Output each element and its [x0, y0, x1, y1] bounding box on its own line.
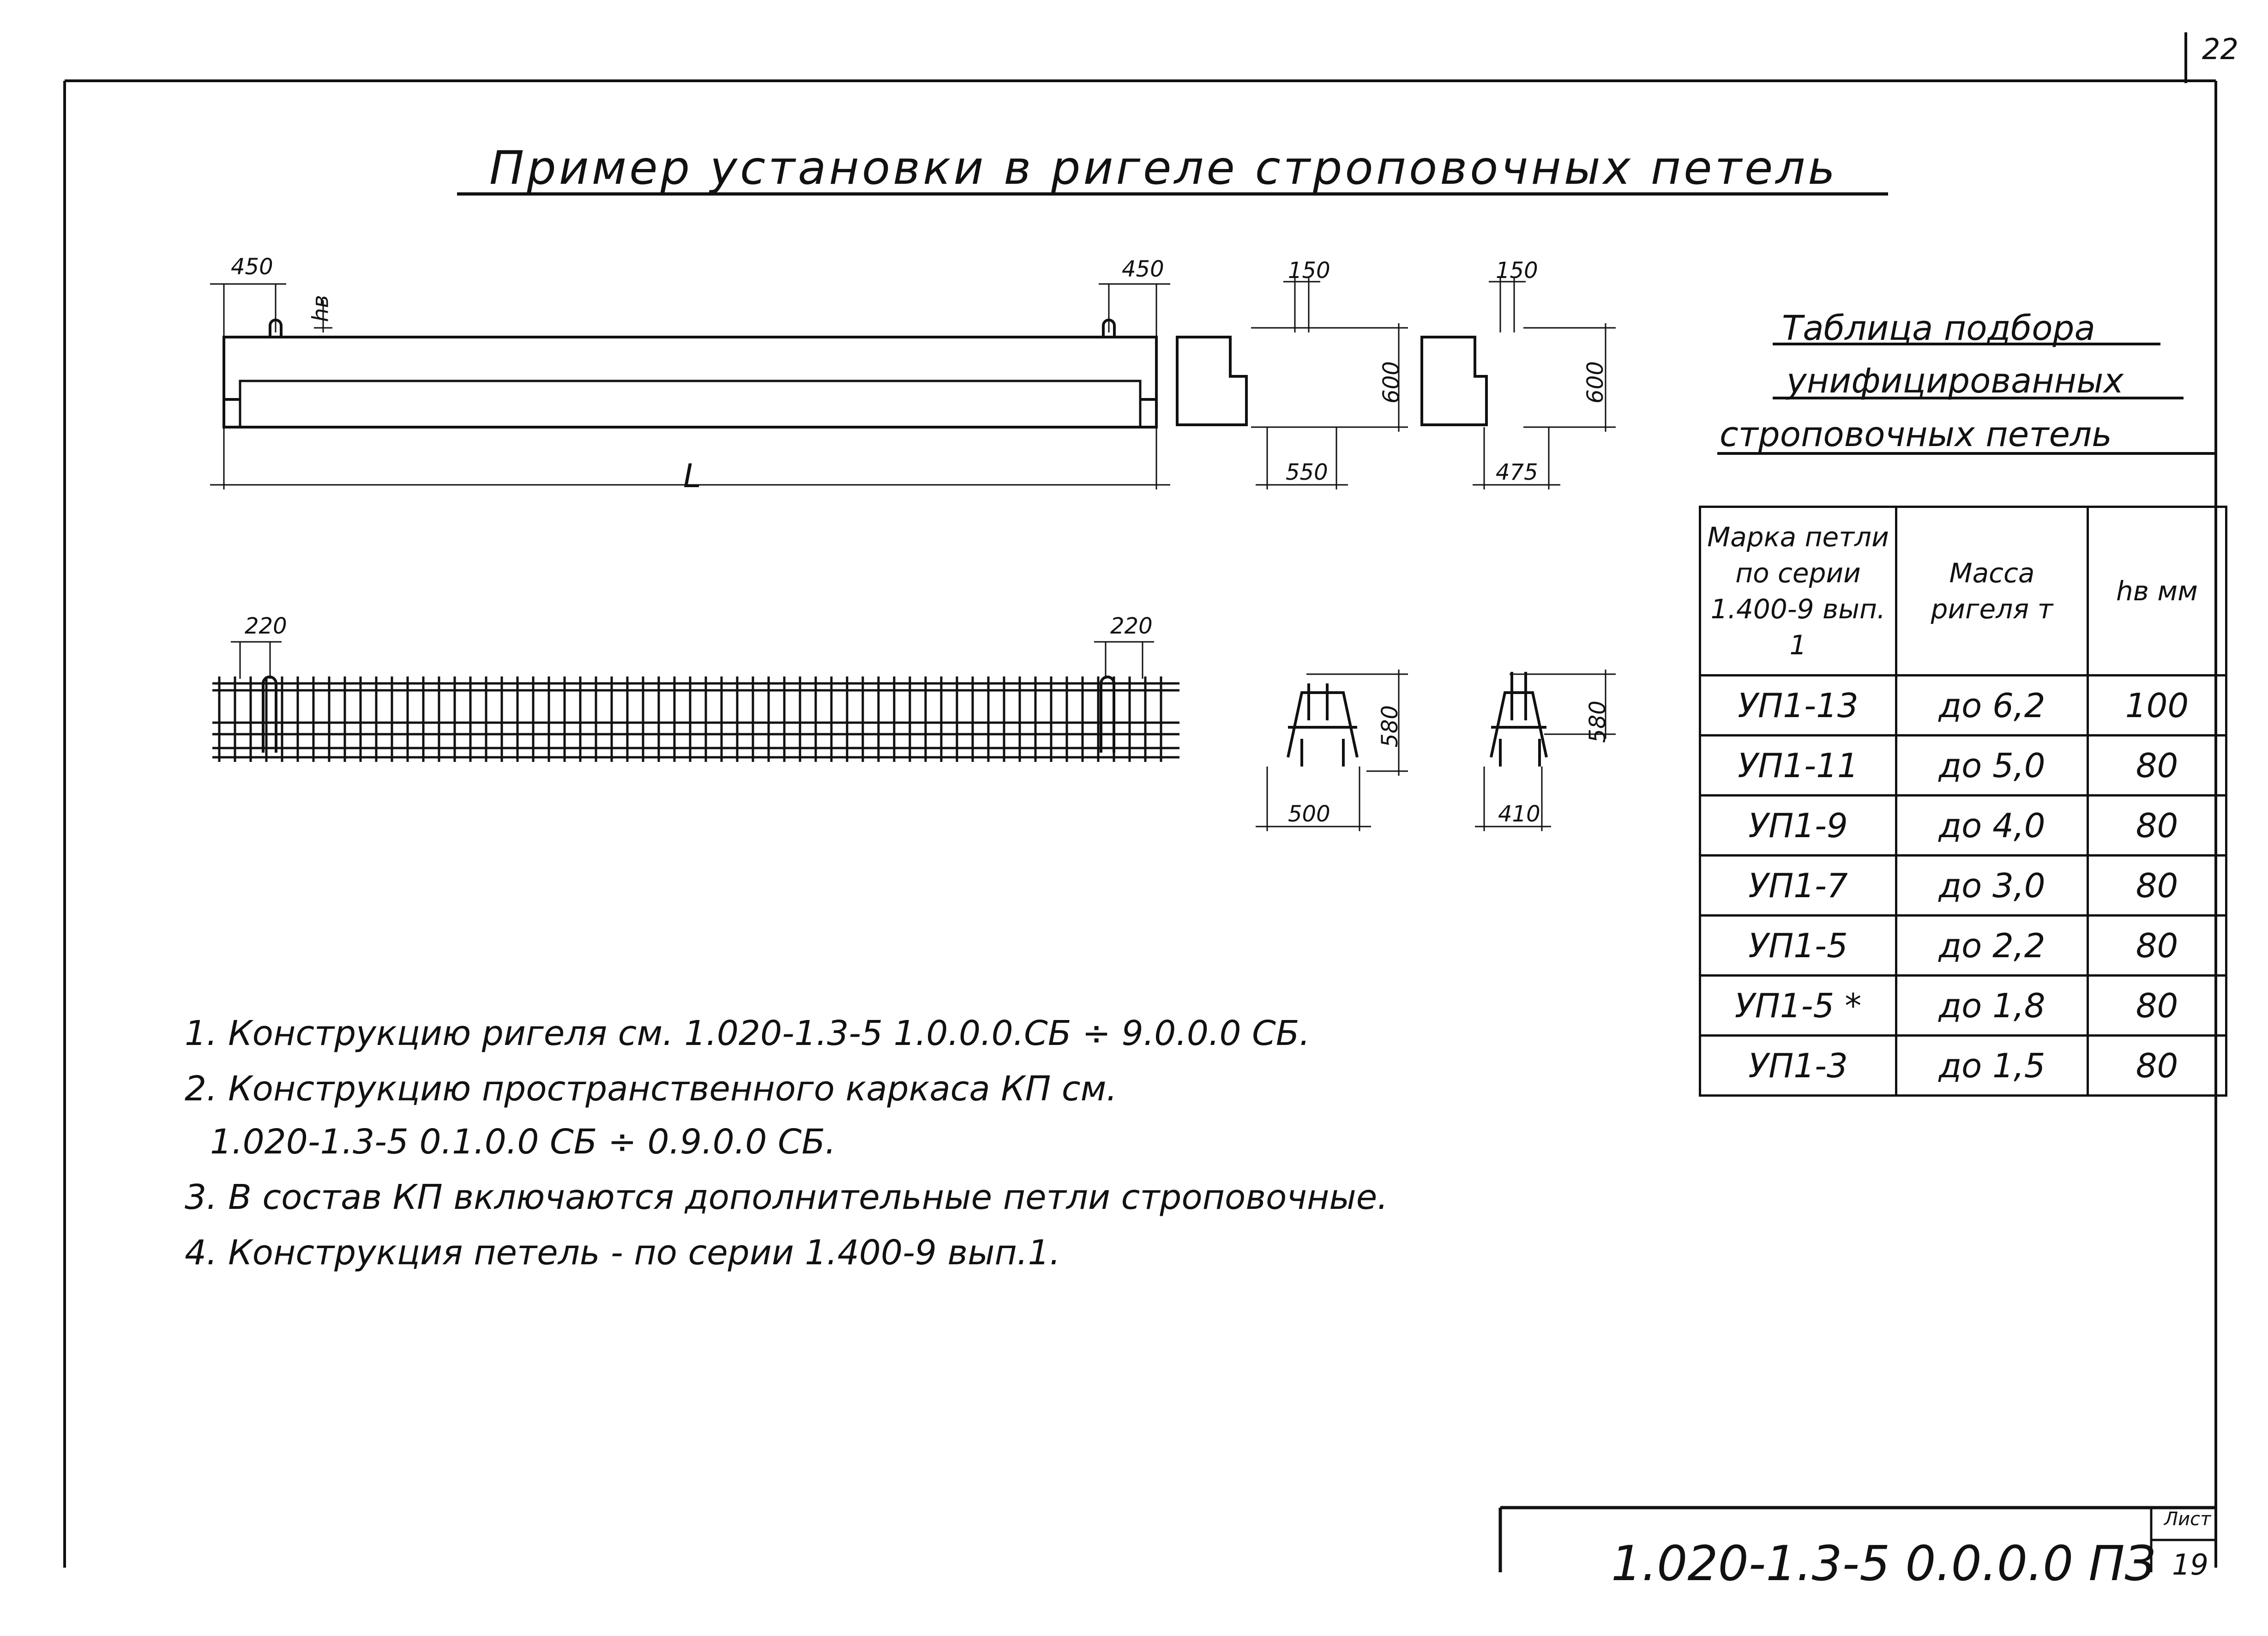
- table-row: [1700, 856, 2226, 916]
- table-title-line-1: Таблица подбора: [1782, 308, 2095, 348]
- cell-beam-mass: до 4,0: [1896, 796, 2088, 856]
- header-loop-mark: Марка петли по серии 1.400-9 вып. 1: [1700, 507, 1896, 676]
- loop-selection-table: [1699, 506, 2227, 1097]
- cell-beam-mass: до 3,0: [1896, 856, 2088, 916]
- dim-hv: hв: [307, 295, 334, 322]
- cell-hv: 80: [2088, 976, 2226, 1036]
- cell-beam-mass: до 5,0: [1896, 736, 2088, 796]
- cell-loop-mark: УП1-11: [1700, 736, 1896, 796]
- table-row: [1700, 1036, 2226, 1096]
- dim-sec2-top: 150: [1496, 258, 1538, 284]
- table-row: [1700, 916, 2226, 976]
- dim-sec2-height: 600: [1582, 361, 1608, 404]
- dim-beam-end-right: 450: [1122, 256, 1164, 282]
- note-4: 4. Конструкция петель - по серии 1.400-9 вып.1.: [185, 1233, 1061, 1273]
- header-beam-mass: Масса ригеля т: [1896, 507, 2088, 676]
- cage-loop-left: [263, 677, 276, 753]
- beam-section-1: [1177, 337, 1246, 425]
- cell-loop-mark: УП1-5 *: [1700, 976, 1896, 1036]
- page-title: Пример установки в ригеле строповочных петель: [489, 141, 1838, 195]
- note-3: 3. В состав КП включаются дополнительные петли строповочные.: [185, 1177, 1388, 1217]
- table-row: [1700, 676, 2226, 736]
- page-number: 22: [2202, 32, 2238, 66]
- note-2: 2. Конструкцию пространственного каркаса КП см.: [185, 1069, 1117, 1109]
- cell-hv: 80: [2088, 736, 2226, 796]
- cell-loop-mark: УП1-5: [1700, 916, 1896, 976]
- dim-cage-sec2-width: 410: [1498, 801, 1540, 827]
- beam-section-2: [1422, 337, 1486, 425]
- header-hv: hв мм: [2088, 507, 2226, 676]
- table-row: [1700, 796, 2226, 856]
- dim-cage-sec2-height: 580: [1584, 700, 1611, 743]
- note-1: 1. Конструкцию ригеля см. 1.020-1.3-5 1.0.0.0.СБ ÷ 9.0.0.0 СБ.: [185, 1014, 1311, 1053]
- table-title-line-3: строповочных петель: [1720, 415, 2112, 454]
- dim-sec1-height: 600: [1378, 361, 1404, 404]
- cell-hv: 100: [2088, 676, 2226, 736]
- cell-hv: 80: [2088, 916, 2226, 976]
- table-title-line-2: унифицированных: [1787, 361, 2124, 401]
- cell-beam-mass: до 2,2: [1896, 916, 2088, 976]
- dim-cage-sec1-height: 580: [1377, 705, 1403, 748]
- note-2-continued: 1.020-1.3-5 0.1.0.0 СБ ÷ 0.9.0.0 СБ.: [210, 1122, 836, 1162]
- table-header-row: [1700, 507, 2226, 676]
- document-code: 1.020-1.3-5 0.0.0.0 ПЗ: [1611, 1535, 2156, 1592]
- cell-beam-mass: до 6,2: [1896, 676, 2088, 736]
- cage-section-1: [1288, 693, 1357, 757]
- dim-sec1-top: 150: [1288, 258, 1330, 284]
- sheet-label: Лист: [2164, 1509, 2211, 1530]
- cage-stirrups: [219, 676, 1161, 762]
- sheet-number: 19: [2172, 1548, 2208, 1582]
- dim-length: L: [683, 457, 701, 495]
- dim-beam-end-left: 450: [231, 254, 273, 280]
- cell-hv: 80: [2088, 1036, 2226, 1096]
- cell-beam-mass: до 1,8: [1896, 976, 2088, 1036]
- dim-cage-sec1-width: 500: [1288, 801, 1330, 827]
- cell-loop-mark: УП1-13: [1700, 676, 1896, 736]
- cell-loop-mark: УП1-3: [1700, 1036, 1896, 1096]
- table-row: [1700, 976, 2226, 1036]
- cell-loop-mark: УП1-9: [1700, 796, 1896, 856]
- cell-loop-mark: УП1-7: [1700, 856, 1896, 916]
- dim-cage-end-left: 220: [245, 613, 287, 639]
- cage-loop-right: [1101, 677, 1114, 753]
- table-row: [1700, 736, 2226, 796]
- dim-sec1-width: 550: [1286, 459, 1328, 485]
- dim-sec2-width: 475: [1496, 459, 1538, 485]
- cell-hv: 80: [2088, 856, 2226, 916]
- cell-hv: 80: [2088, 796, 2226, 856]
- cell-beam-mass: до 1,5: [1896, 1036, 2088, 1096]
- dim-cage-end-right: 220: [1110, 613, 1153, 639]
